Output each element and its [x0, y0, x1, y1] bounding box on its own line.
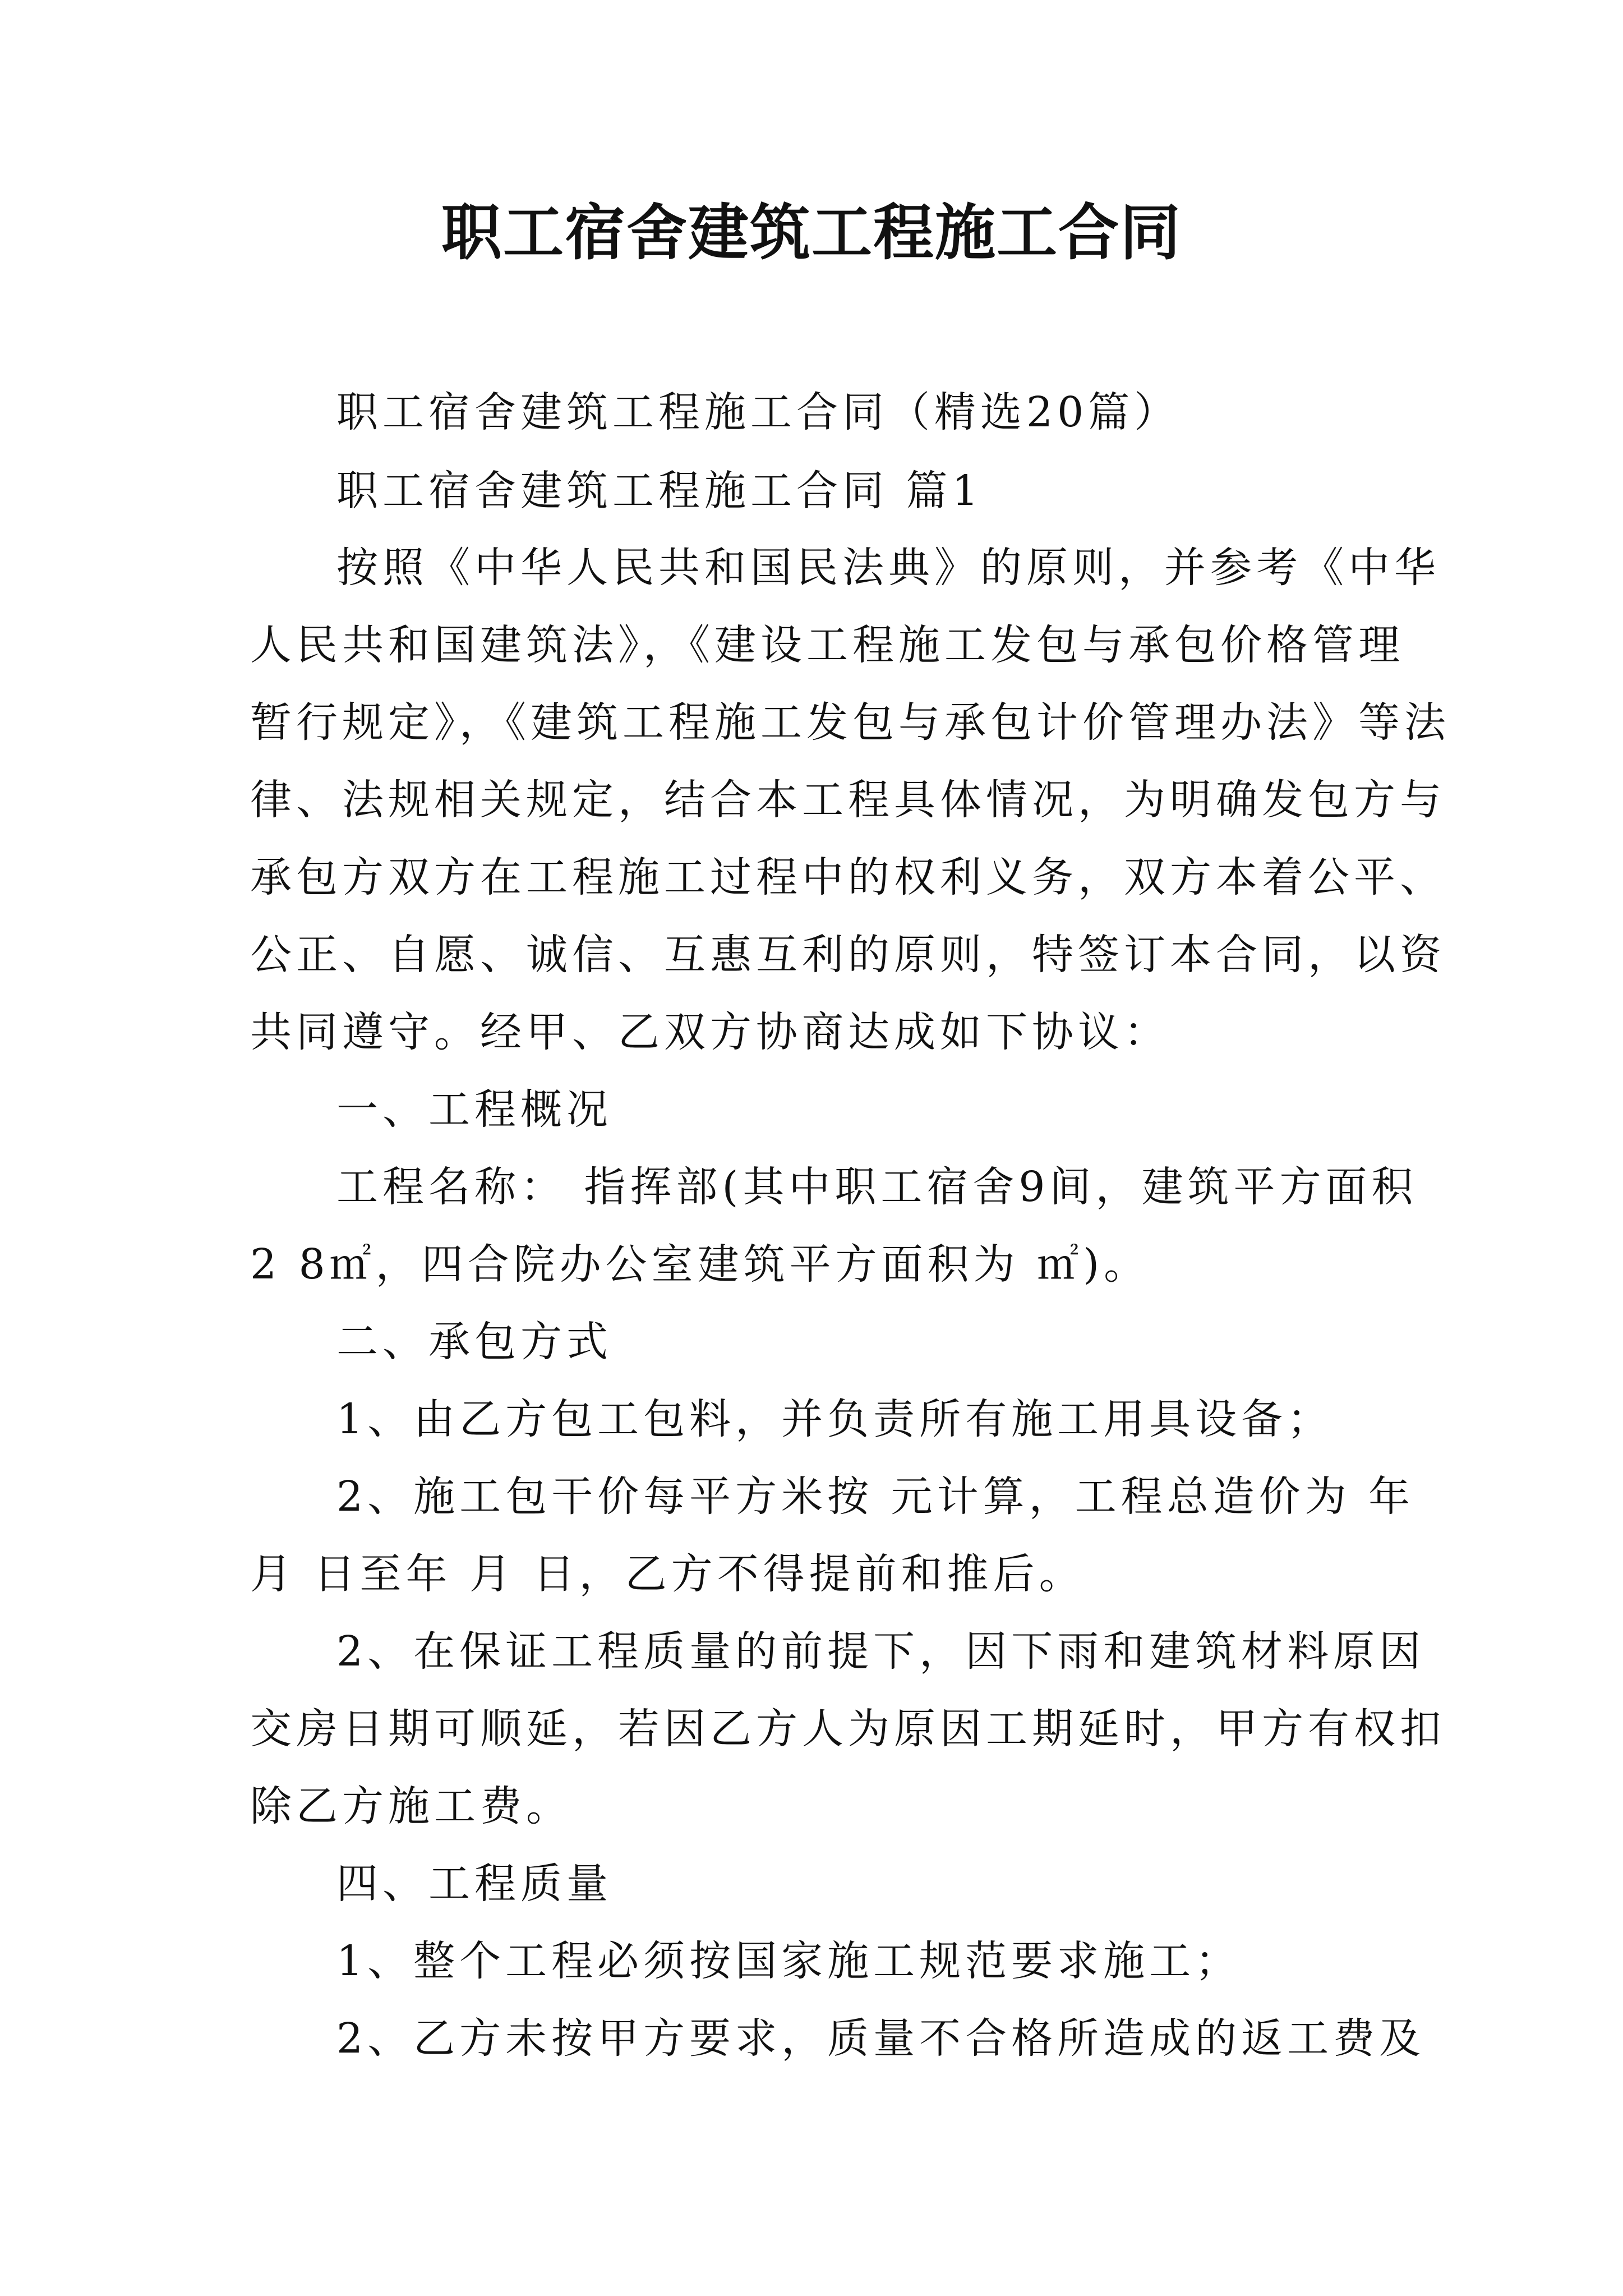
paragraph-line: 人民共和国建筑法》，《建设工程施工发包与承包价格管理 [250, 621, 1404, 669]
paragraph-line: 1、由乙方包工包料，并负责所有施工用具设备； [336, 1395, 1334, 1443]
paragraph-line: 1、整个工程必须按国家施工规范要求施工； [336, 1937, 1242, 1985]
section-heading: 四、工程质量 [336, 1860, 612, 1908]
paragraph-line: 暂行规定》，《建筑工程施工发包与承包计价管理办法》等法 [250, 698, 1450, 747]
paragraph-line: 2、施工包干价每平方米按 元计算，工程总造价为 年 [336, 1473, 1415, 1521]
paragraph-line: 2、乙方未按甲方要求，质量不合格所造成的返工费及 [336, 2014, 1426, 2063]
paragraph-line: 按照《中华人民共和国民法典》的原则，并参考《中华 [336, 544, 1440, 592]
paragraph-line: 交房日期可顺延，若因乙方人为原因工期延时，甲方有权扣 [250, 1705, 1446, 1753]
document-title: 职工宿舍建筑工程施工合同 [441, 197, 1182, 268]
paragraph-line: 承包方双方在工程施工过程中的权利义务，双方本着公平、 [250, 853, 1446, 901]
paragraph-line: 律、法规相关规定，结合本工程具体情况，为明确发包方与 [250, 776, 1446, 824]
paragraph-line: 除乙方施工费。 [250, 1782, 572, 1830]
paragraph-line: 共同遵守。经甲、乙双方协商达成如下协议： [250, 1008, 1170, 1056]
section-heading: 二、承包方式 [336, 1318, 612, 1366]
paragraph-line: 公正、自愿、诚信、互惠互利的原则，特签订本合同，以资 [250, 931, 1446, 979]
section-heading: 职工宿舍建筑工程施工合同 篇1 [336, 467, 983, 515]
subtitle-line: 职工宿舍建筑工程施工合同（精选20篇） [336, 388, 1181, 436]
paragraph-line: 工程名称： 指挥部(其中职工宿舍9间，建筑平方面积 [336, 1163, 1418, 1211]
section-heading: 一、工程概况 [336, 1085, 612, 1134]
paragraph-line: 月 日至年 月 日，乙方不得提前和推后。 [250, 1550, 1085, 1598]
paragraph-line: 2 8㎡，四合院办公室建筑平方面积为 ㎡)。 [250, 1240, 1150, 1289]
paragraph-line: 2、在保证工程质量的前提下，因下雨和建筑材料原因 [336, 1627, 1426, 1676]
